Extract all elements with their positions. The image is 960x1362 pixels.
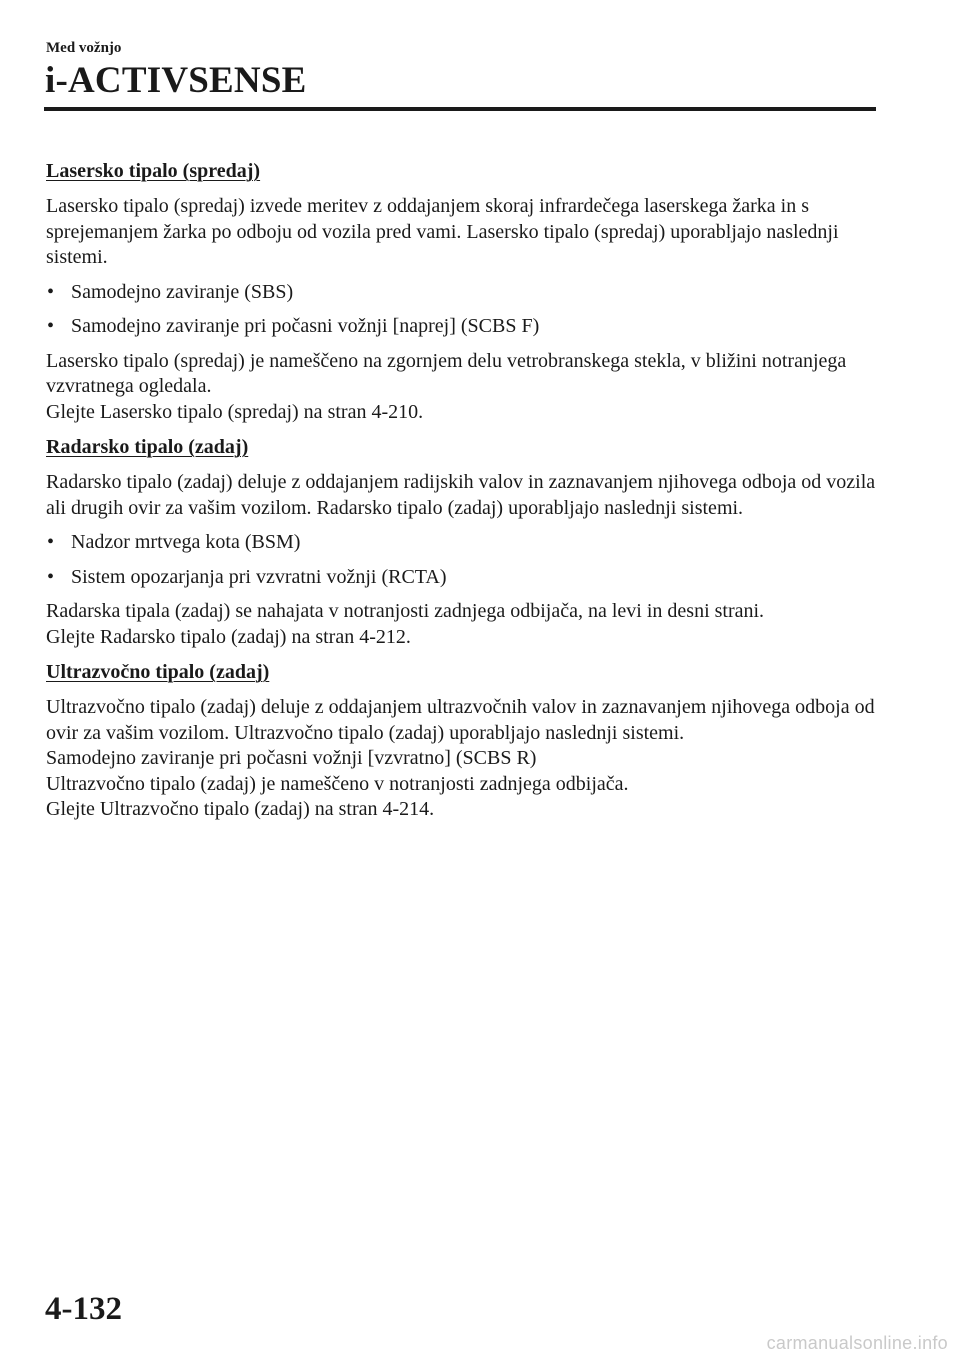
system-list bbox=[46, 530, 876, 590]
title-divider bbox=[44, 107, 876, 111]
location-text: Lasersko tipalo (spredaj) je nameščeno na zgornjem delu vetrobranskega stekla, v bližini notranjega vzvratnega ogledala. bbox=[46, 349, 847, 397]
chapter-title: i-ACTIVSENSE bbox=[45, 60, 307, 101]
section-intro: Radarsko tipalo (zadaj) deluje z oddajanjem radijskih valov in zaznavanjem njihovega odboja od vozila ali drugih ovir za vašim vozilom. Radarsko tipalo (zadaj) uporabljajo naslednji sistemi. bbox=[46, 471, 876, 519]
section-outro bbox=[46, 599, 876, 650]
system-list bbox=[46, 280, 876, 340]
section-body bbox=[46, 695, 876, 823]
watermark: carmanualsonline.info bbox=[766, 1333, 948, 1353]
section-intro: Ultrazvočno tipalo (zadaj) deluje z oddajanjem ultrazvočnih valov in zaznavanjem njihovega odboja od ovir za vašim vozilom. Ultrazvočno tipalo (zadaj) uporabljajo naslednji sistemi. bbox=[46, 696, 875, 744]
cross-reference: Glejte Ultrazvočno tipalo (zadaj) na stran 4-214. bbox=[46, 798, 435, 820]
list-item-text: Sistem opozarjanja pri vzvratni vožnji (RCTA) bbox=[71, 565, 447, 588]
page-number: 4-132 bbox=[45, 1291, 122, 1327]
section-laser-sensor-front bbox=[46, 158, 876, 425]
bullet-icon: • bbox=[47, 280, 55, 303]
section-ultrasonic-sensor-rear bbox=[46, 659, 876, 823]
list-item-text: Nadzor mrtvega kota (BSM) bbox=[71, 531, 301, 553]
bullet-icon: • bbox=[47, 315, 55, 337]
section-intro: Lasersko tipalo (spredaj) izvede meritev z oddajanjem skoraj infrardečega laserskega žarka in s sprejemanjem žarka po odboju od vozila pred vami. Lasersko tipalo (spredaj) uporabljajo naslednji sistemi. bbox=[46, 195, 839, 268]
list-item bbox=[46, 314, 876, 340]
section-heading: Radarsko tipalo (zadaj) bbox=[46, 436, 249, 458]
list-item-text: Samodejno zaviranje pri počasni vožnji [naprej] (SCBS F) bbox=[71, 315, 540, 337]
running-head: Med vožnjo bbox=[46, 40, 122, 56]
cross-reference: Glejte Radarsko tipalo (zadaj) na stran 4-212. bbox=[46, 625, 411, 648]
section-heading: Ultrazvočno tipalo (zadaj) bbox=[46, 661, 270, 683]
system-name: Samodejno zaviranje pri počasni vožnji [vzvratno] (SCBS R) bbox=[46, 747, 537, 769]
cross-reference: Glejte Lasersko tipalo (spredaj) na stran 4-210. bbox=[46, 400, 424, 423]
bullet-icon: • bbox=[47, 531, 55, 553]
location-text: Ultrazvočno tipalo (zadaj) je nameščeno v notranjosti zadnjega odbijača. bbox=[46, 772, 629, 795]
location-text: Radarska tipala (zadaj) se nahajata v notranjosti zadnjega odbijača, na levi in desni strani. bbox=[46, 600, 765, 622]
section-outro bbox=[46, 349, 876, 426]
bullet-icon: • bbox=[47, 565, 55, 588]
list-item bbox=[46, 530, 876, 556]
section-heading: Lasersko tipalo (spredaj) bbox=[46, 160, 261, 182]
section-radar-sensor-rear bbox=[46, 434, 876, 650]
list-item bbox=[46, 565, 876, 591]
list-item-text: Samodejno zaviranje (SBS) bbox=[71, 280, 294, 303]
main-content bbox=[46, 158, 876, 832]
list-item bbox=[46, 280, 876, 306]
